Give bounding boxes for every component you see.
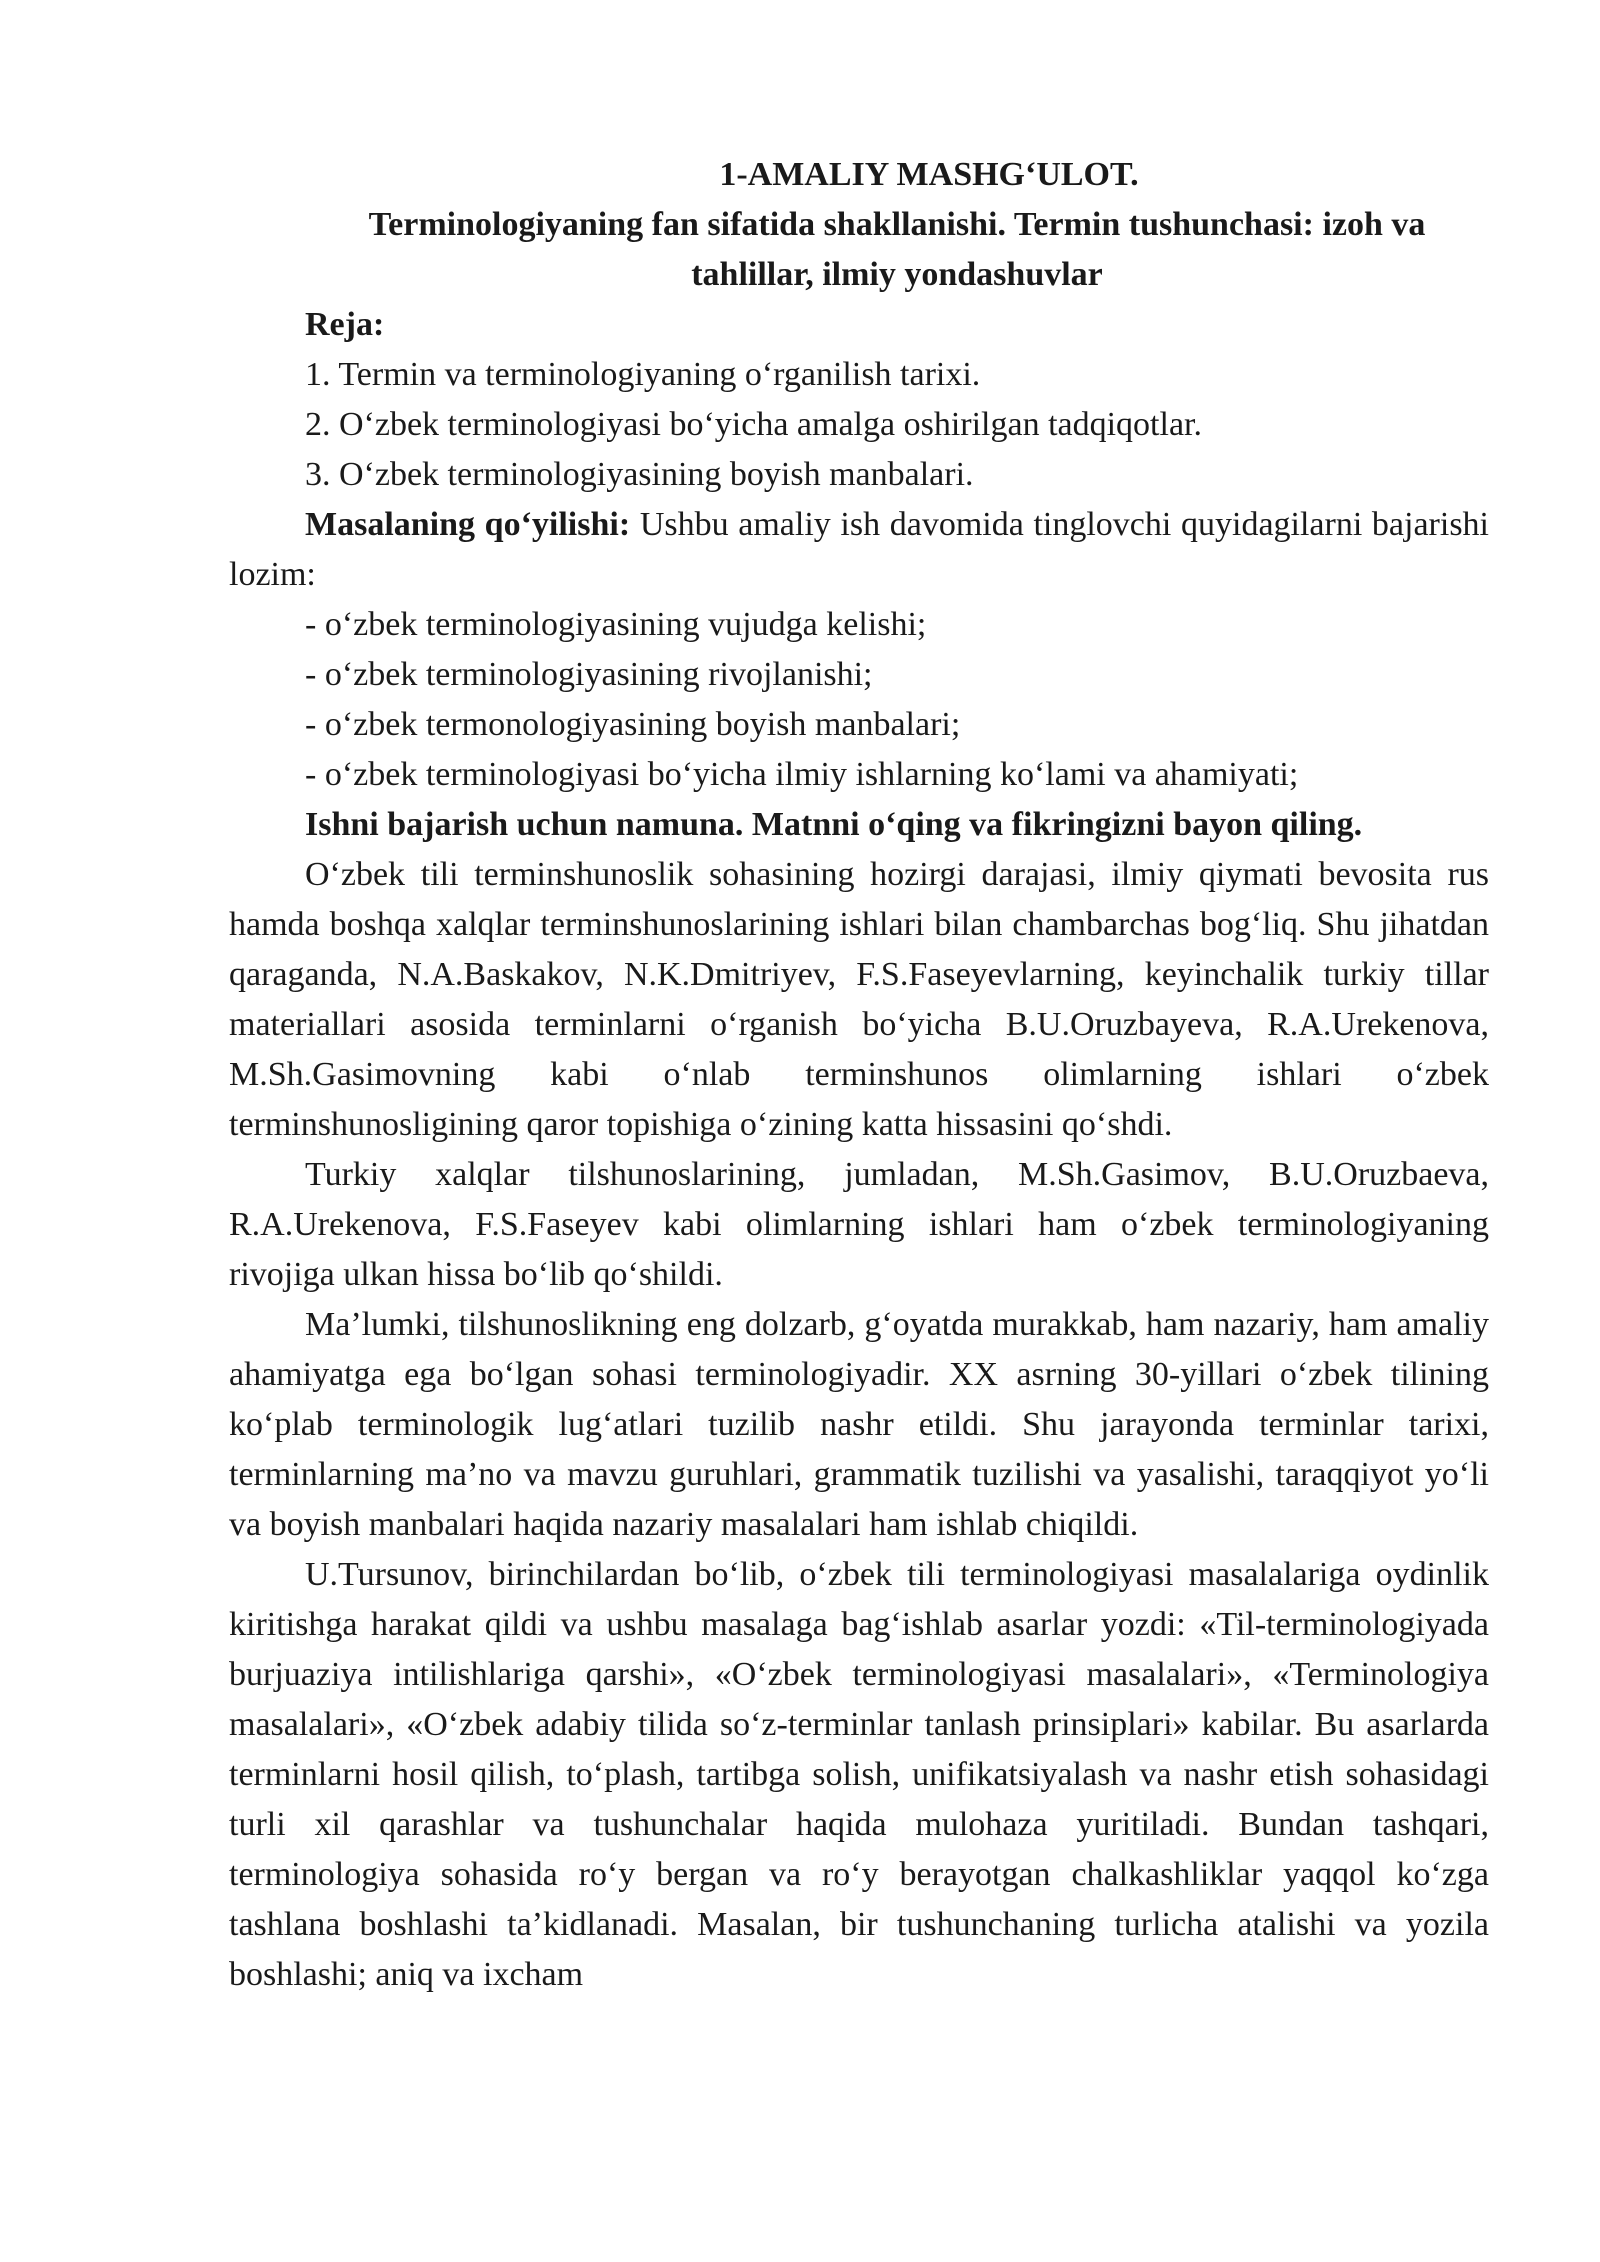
task-item: - o‘zbek terminologiyasining vujudga kelishi; xyxy=(305,606,927,643)
plan-item: 2. O‘zbek terminologiyasi bo‘yicha amalga oshirilgan tadqiqotlar. xyxy=(305,406,1202,443)
document-subtitle: Terminologiyaning fan sifatida shakllanishi. Termin tushunchasi: izoh va tahlillar, ilmiy yondashuvlar xyxy=(368,206,1426,293)
task-item: - o‘zbek terminologiyasining rivojlanishi; xyxy=(305,656,873,693)
task-text: Ushbu amaliy ish davomida tinglovchi quyidagilarni bajarishi lozim: xyxy=(229,506,1490,593)
task-label: Masalaning qo‘yilishi: xyxy=(305,506,631,543)
task-item: - o‘zbek termonologiyasining boyish manbalari; xyxy=(305,706,961,743)
body-paragraph: O‘zbek tili terminshunoslik sohasining hozirgi darajasi, ilmiy qiymati bevosita rus hamda boshqa xalqlar terminshunoslarining ishlari bilan chambarchas bog‘liq. Shu jihatdan qaraganda, N.A.Baskakov, N.K.Dmitriyev, F.S.Faseyevlarning, keyinchalik turkiy tillar materiallari asosida terminlarni o‘rganish bo‘yicha B.U.Oruzbayeva, R.A.Urekenova, M.Sh.Gasimovning kabi o‘nlab terminshunos olimlarning ishlari o‘zbek terminshunosligining qaror topishiga o‘zining katta hissasini qo‘shdi. xyxy=(229,856,1489,1143)
document-page xyxy=(229,150,1489,2000)
body-paragraph: U.Tursunov, birinchilardan bo‘lib, o‘zbek tili terminologiyasi masalalariga oydinlik kiritishga harakat qildi va ushbu masalaga bag‘ishlab asarlar yozdi: «Til-terminologiyada burjuaziya intilishlariga qarshi», «O‘zbek terminologiyasi masalalari», «Terminologiya masalalari», «O‘zbek adabiy tilida so‘z-terminlar tanlash prinsiplari» kabilar. Bu asarlarda terminlarni hosil qilish, to‘plash, tartibga solish, unifikatsiyalash va nashr etish sohasidagi turli xil qarashlar va tushunchalar haqida mulohaza yuritiladi. Bundan tashqari, terminologiya sohasida ro‘y bergan va ro‘y berayotgan chalkashliklar yaqqol ko‘zga tashlana boshlashi ta’kidlanadi. Masalan, bir tushunchaning turlicha atalishi va yozila boshlashi; aniq va ixcham xyxy=(229,1556,1489,1993)
body-paragraph: Turkiy xalqlar tilshunoslarining, jumladan, M.Sh.Gasimov, B.U.Oruzbaeva, R.A.Urekenova, F.S.Faseyev kabi olimlarning ishlari ham o‘zbek terminologiyaning rivojiga ulkan hissa bo‘lib qo‘shildi. xyxy=(229,1156,1489,1293)
task-paragraph xyxy=(229,500,1489,600)
task-item: - o‘zbek terminologiyasi bo‘yicha ilmiy ishlarning ko‘lami va ahamiyati; xyxy=(305,756,1299,793)
body-paragraph: Ma’lumki, tilshunoslikning eng dolzarb, g‘oyatda murakkab, ham nazariy, ham amaliy ahamiyatga ega bo‘lgan sohasi terminologiyadir. XX asrning 30-yillari o‘zbek tilining ko‘plab terminologik lug‘atlari tuzilib nashr etildi. Shu jarayonda terminlar tarixi, terminlarning ma’no va mavzu guruhlari, grammatik tuzilishi va yasalishi, taraqqiyot yo‘li va boyish manbalari haqida nazariy masalalari ham ishlab chiqildi. xyxy=(229,1306,1489,1543)
plan-label: Reja: xyxy=(305,306,385,343)
document-title: 1-AMALIY MASHG‘ULOT. xyxy=(719,156,1139,193)
plan-item: 1. Termin va terminologiyaning o‘rganilish tarixi. xyxy=(305,356,981,393)
plan-item: 3. O‘zbek terminologiyasining boyish manbalari. xyxy=(305,456,974,493)
sample-heading: Ishni bajarish uchun namuna. Matnni o‘qing va fikringizni bayon qiling. xyxy=(305,806,1363,843)
